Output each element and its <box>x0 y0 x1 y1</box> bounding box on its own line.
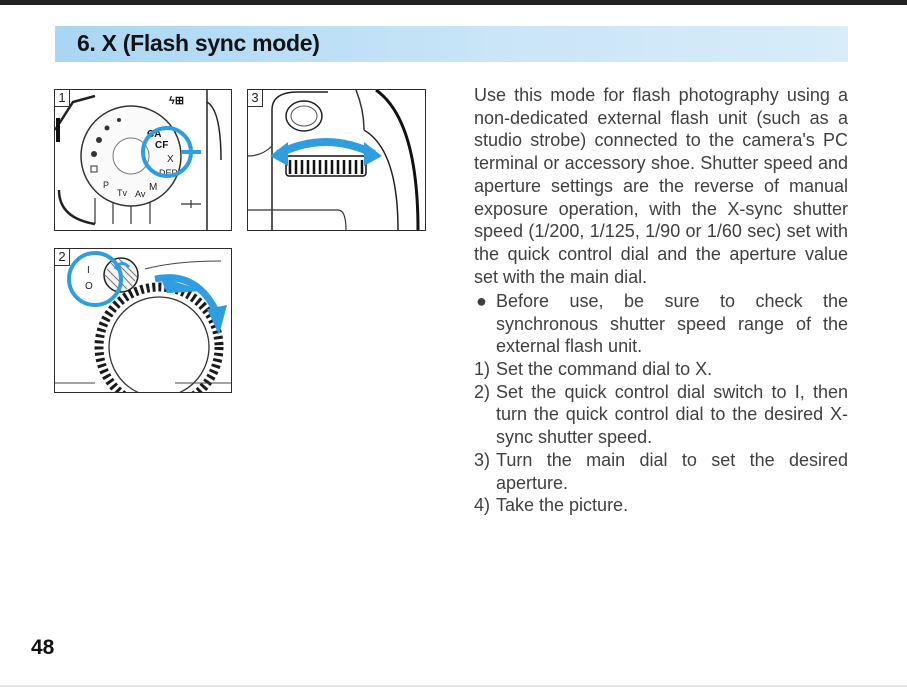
step-text: Take the picture. <box>496 495 629 516</box>
bullet-note <box>474 290 848 358</box>
bullet-dot-icon: ● <box>476 291 487 311</box>
dial-mark-x: X <box>167 154 174 165</box>
step-number: 3) <box>474 449 491 470</box>
step-item <box>474 381 848 449</box>
step-text: Set the quick control dial switch to I, then turn the quick control dial to the desired X-sync shutter speed. <box>496 381 848 448</box>
bottom-rule <box>0 685 907 687</box>
steps-list <box>474 358 848 517</box>
figure-number: 1 <box>55 90 70 107</box>
figure-number: 2 <box>55 249 70 266</box>
dial-mark-ca: CA <box>147 129 162 140</box>
quick-control-dial-illustration <box>55 249 231 392</box>
dial-mark-m: M <box>149 182 158 193</box>
figure-main-dial <box>247 89 426 231</box>
dial-mark-av: Av <box>135 189 146 199</box>
dial-mark-p: P <box>103 180 110 190</box>
dial-mark-tv: Tv <box>117 188 127 198</box>
dial-mark-cf: CF <box>155 140 169 151</box>
dial-mark-dep: DEP <box>159 168 178 178</box>
body-paragraph: Use this mode for flash photography using a non-dedicated external flash unit (such as a studio strobe) connected to the camera's PC terminal or accessory shoe. Shutter speed and aperture settings are the reverse of manual exposure operation, with the X-sync shutter speed (1/200, 1/125, 1/90 or 1/60 sec) set with the quick control dial and the aperture value set with the main dial. <box>474 85 848 287</box>
command-dial-illustration <box>55 90 231 230</box>
step-text: Set the command dial to X. <box>496 359 713 379</box>
figure-quick-control-dial <box>54 248 232 393</box>
switch-mark-o: O <box>85 281 93 292</box>
step-number: 1) <box>474 359 491 379</box>
bullet-text: Before use, be sure to check the synchronous shutter speed range of the external flash unit. <box>496 291 848 357</box>
flash-symbol: ϟ⊞ <box>169 95 185 107</box>
figure-number: 3 <box>248 90 263 107</box>
step-number: 4) <box>474 495 491 516</box>
step-item <box>474 449 848 494</box>
main-dial-illustration <box>248 90 425 230</box>
section-header <box>55 26 848 62</box>
figure-command-dial <box>54 89 232 231</box>
step-item <box>474 494 848 517</box>
top-rule <box>0 0 907 5</box>
page-number: 48 <box>31 636 55 659</box>
switch-mark-i: I <box>87 265 90 276</box>
step-item <box>474 358 848 381</box>
step-number: 2) <box>474 381 491 402</box>
step-text: Turn the main dial to set the desired aperture. <box>496 449 848 493</box>
section-title: 6. X (Flash sync mode) <box>77 30 320 56</box>
